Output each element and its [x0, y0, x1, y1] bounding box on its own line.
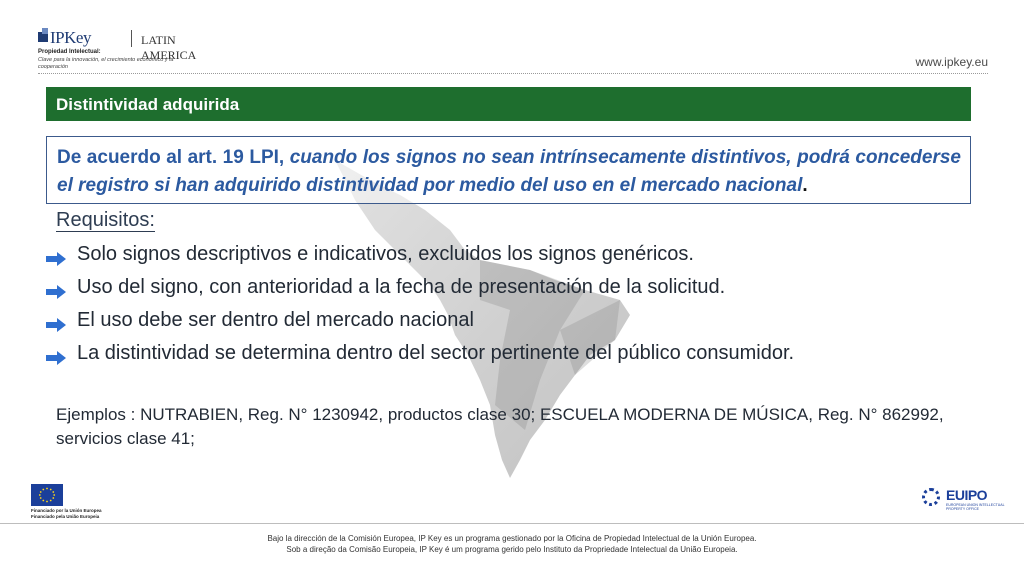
eu-caption-es: Financiado por la Unión Europea: [31, 508, 102, 513]
list-item: [46, 309, 986, 339]
arrow-right-icon: [46, 318, 66, 332]
requisitos-heading: Requisitos:: [56, 209, 155, 231]
list-item: [46, 342, 986, 372]
list-item: [46, 243, 986, 273]
list-item-text: Uso del signo, con anterioridad a la fecha de presentación de la solicitud.: [77, 276, 726, 298]
quote-lead: De acuerdo al art. 19 LPI,: [57, 147, 290, 168]
euipo-subtitle: EUROPEAN UNION INTELLECTUAL PROPERTY OFFICE: [946, 503, 1005, 511]
euipo-text: EUIPO: [946, 487, 988, 503]
logo-brand: IPKey: [50, 28, 91, 47]
examples-text: Ejemplos : NUTRABIEN, Reg. N° 1230942, productos clase 30; ESCUELA MODERNA DE MÚSICA, Reg. N° 862992, servicios clase 41;: [56, 405, 944, 448]
quote-body: cuando los signos no sean intrínsecamente distintivos, podrá concederse el registro si han adquirido distintividad por medio del uso en el mercado nacional: [57, 147, 962, 196]
arrow-right-icon: [46, 351, 66, 365]
slide-title: Distintividad adquirida: [56, 95, 240, 114]
list-item-text: La distintividad se determina dentro del sector pertinente del público consumidor.: [77, 342, 795, 364]
header-divider: [38, 73, 988, 74]
logo-mark-accent-icon: [42, 28, 48, 34]
logo-tagline: Clave para la innovación, el crecimiento económico y la cooperación: [38, 57, 174, 70]
euipo-logo: [922, 486, 1005, 516]
title-bar: [46, 87, 971, 121]
quote-end: .: [802, 175, 808, 196]
arrow-right-icon: [46, 285, 66, 299]
eu-funding-caption: [31, 508, 102, 519]
logo-subtitle: Propiedad Intelectual:: [38, 49, 101, 55]
arrow-right-icon: [46, 252, 66, 266]
footer-divider: [0, 523, 1024, 524]
quote-text: [57, 144, 961, 200]
footer-text-es: Bajo la dirección de la Comisión Europea, IP Key es un programa gestionado por la Oficina de Propiedad Intelectual de la Unión Europea.: [267, 534, 757, 543]
footer-text-pt: Sob a direção da Comisão Europeia, IP Key é um programa gerido pelo Instituto da Propriedade Intelectual da União Europeia.: [286, 545, 738, 554]
eu-caption-pt: Financiado pela União Europeia: [31, 513, 100, 519]
list-item-text: El uso debe ser dentro del mercado nacional: [77, 309, 474, 331]
list-item: [46, 276, 986, 306]
website-link[interactable]: www.ipkey.eu: [915, 55, 988, 69]
eu-flag-icon: [31, 484, 63, 506]
euipo-ring-icon: [922, 488, 940, 506]
quote-box: [46, 136, 971, 204]
list-item-text: Solo signos descriptivos e indicativos, excluidos los signos genéricos.: [77, 243, 694, 265]
logo-separator: [131, 30, 132, 47]
logo-region: LATIN AMERICA: [141, 33, 197, 62]
ipkey-logo: [38, 26, 218, 72]
